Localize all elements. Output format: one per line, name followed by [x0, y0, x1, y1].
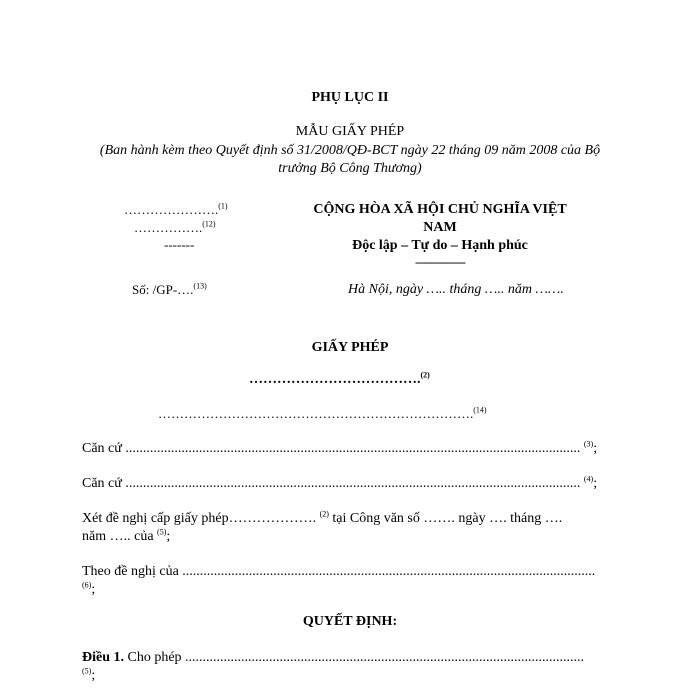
legal-basis-1-text: Căn cứ ..................................................................................................................................: [82, 441, 581, 456]
proposal-line: Theo đề nghị của ......................................................................................................................: [82, 564, 596, 579]
punctuation: ;: [91, 582, 96, 597]
article-1-text: Cho phép ..................................................................................................................: [124, 650, 585, 665]
permit-subject-dots: ……………………………………………………………….: [158, 406, 474, 421]
request-line-1: [82, 511, 562, 527]
date-line: Hà Nội, ngày ….. tháng ….. năm …….: [348, 282, 564, 297]
number-label: Số: /GP-….: [132, 282, 194, 297]
legal-basis-2-text: Căn cứ ..................................................................................................................................: [82, 476, 581, 491]
footnote-ref: (5): [157, 527, 167, 537]
footnote-ref: (14): [473, 405, 487, 415]
unit-dots: …………….: [134, 220, 203, 235]
right-divider: ---------------: [415, 254, 465, 269]
punctuation: ;: [91, 668, 96, 683]
document-number: [132, 282, 207, 298]
article-1-ref-line: [82, 668, 95, 684]
issuing-agency-line: [124, 202, 228, 218]
request-text: Xét đề nghị cấp giấy phép……………….: [82, 511, 317, 526]
issuing-unit-line: [134, 220, 216, 236]
footnote-ref: (1): [218, 201, 228, 211]
punctuation: ;: [166, 529, 171, 544]
issued-note-line1: (Ban hành kèm theo Quyết định số 31/2008/QĐ-BCT ngày 22 tháng 09 năm 2008 của Bộ: [99, 143, 601, 158]
footnote-ref: (4): [583, 474, 594, 484]
permit-holder-line: [249, 372, 430, 388]
footnote-ref: (3): [583, 439, 594, 449]
footnote-ref: (2): [319, 509, 329, 519]
punctuation: ;: [593, 441, 598, 456]
article-1-label: Điều 1.: [82, 650, 124, 665]
footnote-ref: (2): [420, 370, 430, 380]
request-line-2: [82, 529, 170, 545]
request-text-tail: tại Công văn số ……. ngày …. tháng ….: [328, 511, 563, 526]
footnote-ref: (6): [82, 580, 92, 590]
agency-dots: ………………….: [124, 202, 219, 217]
left-divider: -------: [164, 237, 195, 252]
footnote-ref: (5): [82, 666, 92, 676]
request-text-2: năm ….. của: [82, 529, 158, 544]
footnote-ref: (12): [202, 219, 216, 229]
nation-name-line1: CỘNG HÒA XÃ HỘI CHỦ NGHĨA VIỆT: [313, 202, 567, 217]
proposal-ref-line: [82, 582, 95, 598]
legal-basis-1: [82, 441, 597, 457]
nation-name-line2: NAM: [423, 220, 457, 235]
form-title: MẪU GIẤY PHÉP: [295, 124, 405, 139]
article-1: [82, 650, 584, 666]
issued-note-line2: trưởng Bộ Công Thương): [278, 161, 422, 176]
permit-title: GIẤY PHÉP: [311, 340, 389, 355]
punctuation: ;: [593, 476, 598, 491]
legal-basis-2: [82, 476, 597, 492]
permit-subject-line: [158, 406, 487, 422]
national-motto: Độc lập – Tự do – Hạnh phúc: [352, 238, 528, 253]
permit-holder-dots: ……………………………….: [249, 372, 421, 387]
footnote-ref: (13): [193, 281, 207, 291]
appendix-title: PHỤ LỤC II: [311, 90, 389, 105]
decision-title: QUYẾT ĐỊNH:: [302, 614, 398, 629]
